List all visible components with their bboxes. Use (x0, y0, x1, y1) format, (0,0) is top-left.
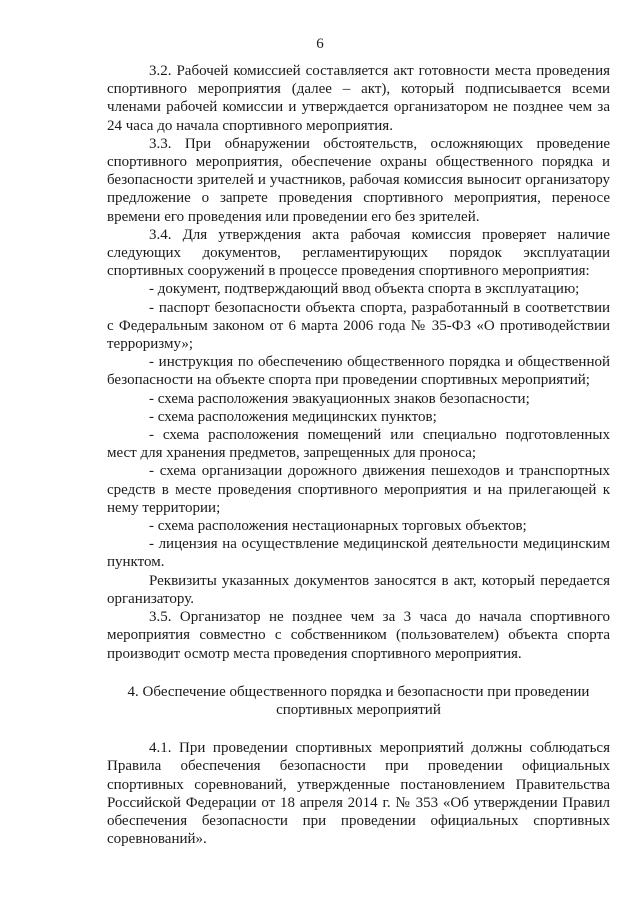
list-item: - схема расположения помещений или специально подготовленных мест для хранения предметов, запрещенных для проноса; (107, 427, 610, 462)
document-body (107, 62, 610, 848)
page-number: 6 (316, 36, 324, 52)
paragraph-3-2: 3.2. Рабочей комиссией составляется акт готовности места проведения спортивного мероприятия (далее – акт), который подписывается всеми членами рабочей комиссии и утверждается организатором не позднее чем за 24 часа до начала спортивного мероприятия. (107, 63, 610, 134)
list-item: - схема организации дорожного движения пешеходов и транспортных средств в месте проведения спортивного мероприятия и на прилегающей к нему территории; (107, 463, 610, 516)
list-item: - инструкция по обеспечению общественного порядка и общественной безопасности на объекте спорта при проведении спортивных мероприятий; (107, 354, 610, 389)
paragraph-3-5: 3.5. Организатор не позднее чем за 3 часа до начала спортивного мероприятия совместно с собственником (пользователем) объекта спорта производит осмотр места проведения спортивного мероприятия. (107, 609, 610, 662)
list-item: - схема расположения эвакуационных знаков безопасности; (149, 390, 530, 407)
section-heading-line-2: спортивных мероприятий (276, 701, 441, 718)
section-heading-line-1: 4. Обеспечение общественного порядка и безопасности при проведении (127, 683, 590, 700)
section-heading (107, 683, 610, 719)
list-item: - лицензия на осуществление медицинской деятельности медицинским пунктом. (107, 536, 610, 571)
paragraph-3-4: 3.4. Для утверждения акта рабочая комиссия проверяет наличие следующих документов, регламентирующих порядок эксплуатации спортивных сооружений в процессе проведения спортивного мероприятия: (107, 226, 610, 280)
list-item: - документ, подтверждающий ввод объекта спорта в эксплуатацию; (149, 281, 580, 298)
list-item: - схема расположения медицинских пунктов; (149, 408, 437, 425)
list-item: - паспорт безопасности объекта спорта, разработанный в соответствии с Федеральным законом от 6 марта 2006 года № 35-ФЗ «О противодействии терроризму»; (107, 299, 610, 353)
paragraph-4-1: 4.1. При проведении спортивных мероприятий должны соблюдаться Правила обеспечения безопасности при проведении официальных спортивных соревнований, утвержденные постановлением Правительства Российской Федерации от 18 апреля 2014 г. № 353 «Об утверждении Правил обеспечения безопасности при проведении официальных спортивных соревнований». (107, 740, 610, 848)
paragraph-requisites: Реквизиты указанных документов заносятся в акт, который передается организатору. (107, 572, 610, 607)
paragraph-3-3: 3.3. При обнаружении обстоятельств, осложняющих проведение спортивного мероприятия, обеспечение охраны общественного порядка и безопасности зрителей и участников, рабочая комиссия выносит организатору предложение о запрете проведения спортивного мероприятия, переносе времени его проведения или проведении его без зрителей. (107, 135, 610, 225)
list-item: - схема расположения нестационарных торговых объектов; (149, 518, 527, 535)
